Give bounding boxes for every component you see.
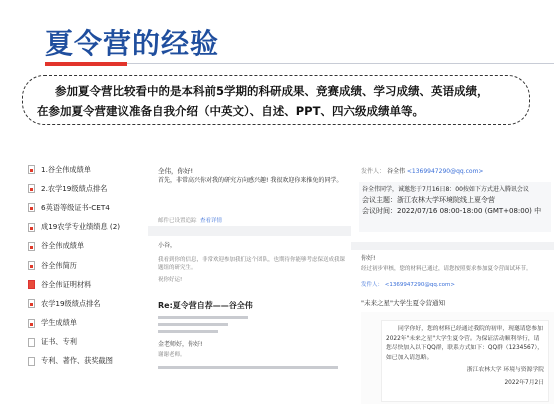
- reply-block: [158, 240, 176, 251]
- file-item[interactable]: [28, 352, 148, 371]
- reply-block: [361, 254, 551, 274]
- reply-text: 经过初步审核，您的材料已通过，请您按照要求参加夏令营面试环节。: [361, 266, 532, 272]
- title-underline: [45, 62, 127, 66]
- file-name: 6英语等级证书-CET4: [41, 202, 110, 212]
- reply2-block: [158, 340, 202, 360]
- tracking-label: 邮件已设置追踪: [158, 218, 197, 224]
- sender-line: [361, 166, 483, 175]
- meeting-intro: 谷全伟同学，诚邀您于7月16日8：00按如下方式进入腾讯会议: [362, 186, 529, 193]
- document-icon: [28, 299, 35, 308]
- page-title: 夏令营的经验: [45, 27, 220, 60]
- meeting-invite: [359, 182, 551, 232]
- reply-body: [158, 256, 348, 284]
- document-icon: [28, 242, 35, 251]
- notice-signature: 浙江农林大学 环境与资源学院: [466, 367, 544, 373]
- file-item[interactable]: [28, 237, 148, 256]
- file-item[interactable]: [28, 314, 148, 333]
- tip-line-2: 在参加夏令营建议准备自我介绍（中英文）、自述、PPT、四六级成绩单等。: [37, 104, 424, 118]
- file-item[interactable]: [28, 333, 148, 352]
- reply-sender: [361, 280, 455, 288]
- file-name: 证书、专利: [41, 337, 77, 347]
- file-item[interactable]: [28, 160, 148, 179]
- file-name: 成19农学专业绩绩息 (2): [41, 222, 121, 232]
- body-text: 首先，非常高兴你对我的研究方向感兴趣! 我很欢迎你来推免的同学。: [158, 177, 343, 184]
- file-name: 2.农学19级绩点排名: [41, 183, 108, 193]
- file-name: 谷全伟简历: [41, 260, 77, 270]
- file-item[interactable]: [28, 275, 148, 294]
- file-item[interactable]: [28, 198, 148, 217]
- file-list: [28, 160, 148, 371]
- notice-body: 同学你好，您的材料已经通过我院的初审，现邀请您参加2022年"未来之星"大学生夏令营。为保证活动顺利举行，请您尽快加入以下QQ群，联系方式如下：QQ群（1234567），如已加入请忽略。: [386, 326, 544, 361]
- reply2-greeting: 金老师好，你好!: [158, 341, 203, 348]
- email-greeting: [158, 166, 342, 186]
- pdf-icon: [28, 280, 35, 289]
- document-icon: [28, 357, 35, 366]
- document-icon: [28, 223, 35, 232]
- file-name: 农学19级绩点排名: [41, 298, 101, 308]
- email-subject: Re:夏令营自荐——谷全伟: [158, 301, 253, 310]
- from-email[interactable]: <1369947290@qq.com>: [406, 168, 484, 175]
- reply-greeting: 小谷，: [158, 242, 177, 249]
- reply2-text: 谢谢老师。: [158, 352, 186, 358]
- file-name: 学生成绩单: [41, 318, 77, 328]
- greeting-text: 全伟，你好!: [158, 167, 194, 175]
- file-item[interactable]: [28, 179, 148, 198]
- title-rule: [127, 63, 554, 64]
- file-name: 专利、著作、获奖截图: [41, 356, 113, 366]
- document-icon: [28, 203, 35, 212]
- divider: [351, 242, 554, 250]
- from-label: 发件人：: [361, 168, 386, 175]
- tip-box: [22, 75, 530, 125]
- notice-document: [361, 312, 554, 404]
- meeting-topic: 会议主题：浙江农林大学环境院线上夏令营: [362, 196, 495, 204]
- tracking-link[interactable]: 查看详情: [200, 218, 223, 224]
- meeting-time: 会议时间：2022/07/16 08:00-18:00 (GMT+08:00) 中: [362, 207, 542, 215]
- file-item[interactable]: [28, 294, 148, 313]
- document-icon: [28, 184, 35, 193]
- redacted-line: [158, 330, 218, 333]
- file-item[interactable]: [28, 218, 148, 237]
- notice-date: 2022年7月2日: [504, 379, 544, 386]
- file-name: 谷全伟成绩单: [41, 241, 85, 251]
- from-email[interactable]: <1369947290@qq.com>: [384, 282, 455, 288]
- document-icon: [28, 338, 35, 347]
- document-icon: [28, 319, 35, 328]
- document-icon: [28, 165, 35, 174]
- file-name: 1.谷全伟成绩单: [41, 164, 91, 174]
- from-label: 发件人：: [361, 282, 384, 288]
- email-screenshot-2: [351, 160, 554, 404]
- redacted-line: [158, 366, 338, 369]
- email-screenshot-1: [148, 160, 351, 404]
- document-icon: [28, 261, 35, 270]
- divider: [148, 226, 351, 236]
- reply-greeting: 你好!: [361, 255, 376, 262]
- tip-line-1: 参加夏令营比较看中的是本科前5学期的科研成果、竞赛成绩、学习成绩、英语成绩，: [55, 84, 489, 98]
- reply-text-2: 祝你好运!: [158, 277, 183, 283]
- redacted-line: [158, 316, 248, 319]
- reply-text: 我看到你的信息，非常欢迎参加我们这个团队，也期待你能够考虑保送成我课题组的研究生。: [158, 257, 346, 271]
- notice-title: "未来之星"大学生夏令营通知: [361, 299, 445, 307]
- tracking-note: [158, 216, 222, 224]
- from-name: 谷全伟: [386, 168, 405, 175]
- file-name: 谷全伟证明材料: [41, 279, 92, 289]
- notice-page: [381, 320, 549, 402]
- file-item[interactable]: [28, 256, 148, 275]
- redacted-line: [158, 323, 228, 326]
